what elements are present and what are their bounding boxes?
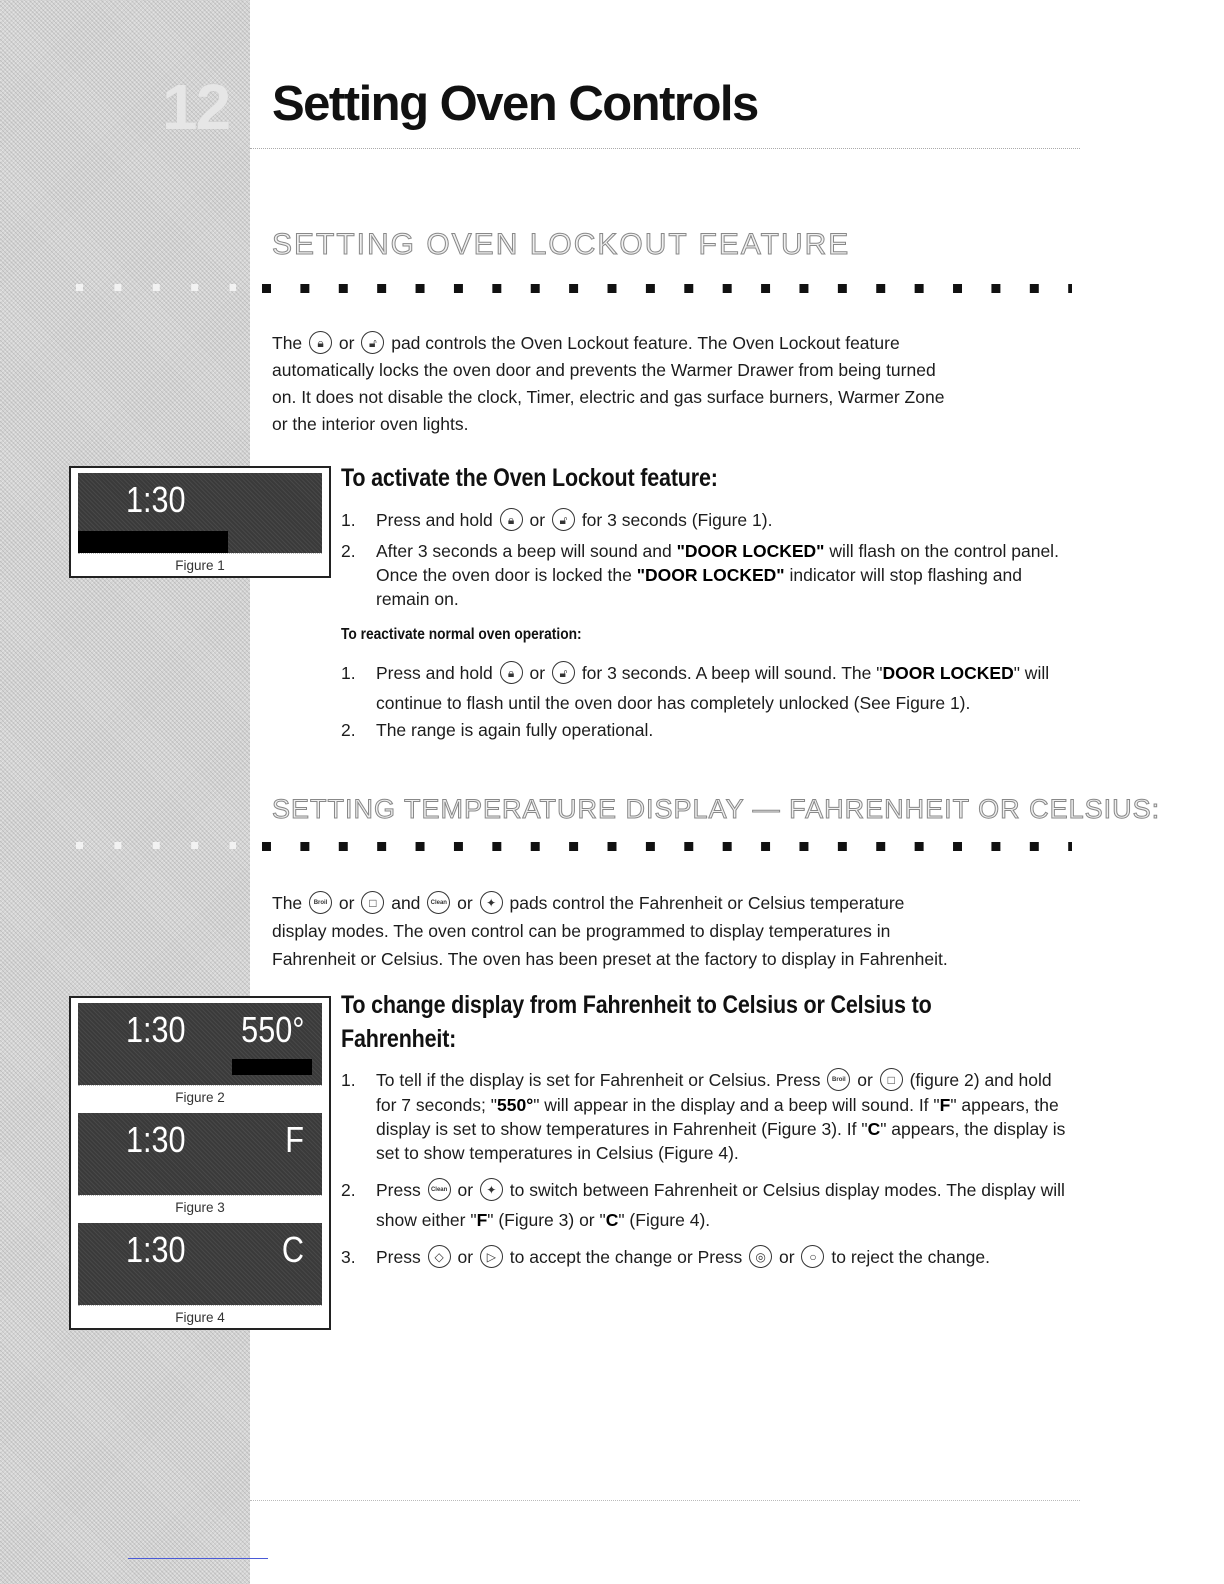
figure-caption: Figure 2 bbox=[78, 1085, 322, 1108]
figure-caption: Figure 3 bbox=[78, 1195, 322, 1218]
footer-link-underline bbox=[128, 1558, 268, 1559]
step-bold: "DOOR LOCKED" bbox=[676, 540, 825, 561]
step-text: " will continue to flash until the oven door has completely unlocked (See Figure 1). bbox=[376, 663, 1050, 713]
step-text: or bbox=[779, 1246, 795, 1267]
section-heading-lockout: SETTING OVEN LOCKOUT FEATURE bbox=[272, 228, 851, 261]
step-number: 2. bbox=[341, 540, 356, 561]
lock-icon: 🔒︎ bbox=[500, 661, 523, 684]
step-bold: C bbox=[867, 1118, 881, 1139]
intro-text: display modes. The oven control can be programmed to display temperatures in bbox=[272, 921, 891, 941]
list-item bbox=[341, 1241, 1076, 1273]
clean-alt-icon: ✦ bbox=[480, 891, 503, 914]
list-item bbox=[341, 658, 1061, 718]
clean-icon: Clean bbox=[428, 1178, 451, 1201]
intro-text: Fahrenheit or Celsius. The oven has been preset at the factory to display in Fahrenheit. bbox=[272, 949, 948, 969]
title-divider bbox=[250, 148, 1080, 149]
step-text: to reject the change. bbox=[831, 1246, 990, 1267]
change-display-steps bbox=[341, 1068, 1076, 1273]
activate-steps bbox=[341, 508, 1061, 611]
intro-text: or bbox=[338, 893, 355, 913]
activate-heading: To activate the Oven Lockout feature: bbox=[341, 464, 718, 492]
lcd-display bbox=[78, 1113, 322, 1195]
step-text: To tell if the display is set for Fahrenheit or Celsius. Press bbox=[376, 1070, 821, 1090]
lcd-time: 1:30 bbox=[126, 479, 186, 520]
temperature-intro bbox=[272, 889, 1072, 973]
step-text: Press bbox=[376, 1246, 421, 1267]
step-bold: "DOOR LOCKED" bbox=[636, 564, 785, 585]
step-bold: C bbox=[605, 1209, 619, 1230]
step-text: The range is again fully operational. bbox=[376, 720, 654, 740]
change-display-heading: To change display from Fahrenheit to Celsius or Celsius to Fahrenheit: bbox=[341, 991, 932, 1053]
list-item bbox=[341, 508, 1061, 533]
sidebar-dots-divider bbox=[76, 842, 236, 849]
step-text: or bbox=[529, 663, 546, 683]
clean-alt-icon: ✦ bbox=[480, 1178, 503, 1201]
list-item bbox=[341, 539, 1061, 611]
lcd-display bbox=[78, 1003, 322, 1085]
cancel-icon: ◎ bbox=[749, 1245, 772, 1268]
step-bold: F bbox=[476, 1209, 488, 1230]
intro-or: or bbox=[338, 333, 355, 353]
lcd-unit: F bbox=[285, 1119, 304, 1160]
cancel-alt-icon: ○ bbox=[801, 1245, 824, 1268]
intro-text: on. It does not disable the clock, Timer, electric and gas surface burners, Warmer Zone bbox=[272, 387, 945, 407]
footer-divider bbox=[250, 1500, 1080, 1501]
page-title: Setting Oven Controls bbox=[272, 77, 758, 131]
lcd-time: 1:30 bbox=[126, 1009, 186, 1050]
step-number: 1. bbox=[341, 1070, 356, 1090]
intro-text: pads control the Fahrenheit or Celsius temperature bbox=[509, 893, 905, 913]
step-number: 1. bbox=[341, 510, 356, 530]
step-text: " (Figure 3) or " bbox=[487, 1209, 606, 1230]
section-divider-squares bbox=[262, 284, 1072, 293]
lcd-unit: C bbox=[281, 1229, 304, 1270]
lock-alt-icon: 🔓︎ bbox=[361, 331, 384, 354]
list-item bbox=[341, 718, 1061, 742]
figure-caption: Figure 1 bbox=[78, 553, 322, 576]
intro-text: The bbox=[272, 893, 303, 913]
step-text: or bbox=[857, 1070, 873, 1090]
step-text: After 3 seconds a beep will sound and bbox=[376, 540, 672, 561]
step-text: " appears, the display is set to show temperatures in Fahrenheit (Figure 3). If " bbox=[376, 1094, 1059, 1139]
list-item bbox=[341, 1068, 1076, 1165]
page-sidebar-band bbox=[0, 0, 250, 1584]
step-number: 2. bbox=[341, 1179, 356, 1200]
lcd-temperature: 550° bbox=[240, 1009, 304, 1050]
section-divider-squares bbox=[262, 842, 1072, 851]
step-text: to switch between Fahrenheit or Celsius display modes. The display will show either " bbox=[376, 1179, 1065, 1230]
step-number: 2. bbox=[341, 720, 356, 740]
sidebar-dots-divider bbox=[76, 284, 236, 291]
reactivate-steps bbox=[341, 658, 1061, 742]
intro-text: pad controls the Oven Lockout feature. The Oven Lockout feature bbox=[391, 333, 900, 353]
broil-alt-icon: □ bbox=[361, 891, 384, 914]
step-text: " appears, the display is set to show temperatures in Celsius (Figure 4). bbox=[376, 1118, 1066, 1163]
list-item bbox=[341, 1175, 1076, 1235]
step-text: Press and hold bbox=[376, 510, 493, 530]
lock-icon: 🔒︎ bbox=[500, 508, 523, 531]
reactivate-heading: To reactivate normal oven operation: bbox=[341, 626, 582, 643]
section-heading-temperature: SETTING TEMPERATURE DISPLAY — FAHRENHEIT OR CELSIUS: bbox=[272, 794, 1161, 824]
lock-alt-icon: 🔓︎ bbox=[552, 661, 575, 684]
step-number: 1. bbox=[341, 663, 356, 683]
step-text: or bbox=[457, 1246, 474, 1267]
step-text: for 3 seconds (Figure 1). bbox=[581, 510, 773, 530]
lcd-time: 1:30 bbox=[126, 1229, 186, 1270]
start-icon: ◇ bbox=[428, 1245, 451, 1268]
intro-text: or bbox=[457, 893, 473, 913]
broil-icon: Broil bbox=[827, 1068, 850, 1091]
lcd-time: 1:30 bbox=[126, 1119, 186, 1160]
step-text: Press bbox=[376, 1179, 421, 1200]
step-text: or bbox=[529, 510, 546, 530]
step-text: (figure 2) and hold for 7 seconds; " bbox=[376, 1070, 1052, 1115]
step-text: indicator will stop flashing and remain on. bbox=[376, 564, 1022, 609]
step-bold: F bbox=[939, 1094, 951, 1115]
intro-text: and bbox=[391, 893, 421, 913]
page-number: 12 bbox=[162, 71, 230, 143]
step-text: to accept the change or Press bbox=[509, 1246, 743, 1267]
figure-caption: Figure 4 bbox=[78, 1305, 322, 1328]
temp-indicator bbox=[232, 1059, 312, 1075]
clean-icon: Clean bbox=[427, 891, 450, 914]
intro-text: automatically locks the oven door and prevents the Warmer Drawer from being turned bbox=[272, 360, 936, 380]
step-text: or bbox=[457, 1179, 474, 1200]
lock-icon: 🔒︎ bbox=[309, 331, 332, 354]
lock-alt-icon: 🔓︎ bbox=[552, 508, 575, 531]
lcd-display bbox=[78, 473, 322, 553]
step-text: " will appear in the display and a beep will sound. If " bbox=[533, 1094, 940, 1115]
step-text: will flash on the control panel. Once the oven door is locked the bbox=[376, 540, 1059, 585]
figure-1 bbox=[69, 466, 331, 578]
lockout-intro bbox=[272, 330, 1072, 438]
lcd-display bbox=[78, 1223, 322, 1305]
broil-alt-icon: □ bbox=[880, 1068, 903, 1091]
broil-icon: Broil bbox=[309, 891, 332, 914]
intro-text: The bbox=[272, 333, 303, 353]
step-bold: 550° bbox=[497, 1094, 534, 1115]
start-alt-icon: ▷ bbox=[480, 1245, 503, 1268]
step-text: Press and hold bbox=[376, 663, 493, 683]
step-bold: DOOR LOCKED bbox=[882, 663, 1014, 683]
door-locked-indicator bbox=[78, 531, 228, 553]
step-number: 3. bbox=[341, 1246, 356, 1267]
figures-2-4 bbox=[69, 996, 331, 1330]
step-text: for 3 seconds. A beep will sound. The " bbox=[581, 663, 883, 683]
step-text: " (Figure 4). bbox=[618, 1209, 711, 1230]
intro-text: or the interior oven lights. bbox=[272, 414, 469, 434]
